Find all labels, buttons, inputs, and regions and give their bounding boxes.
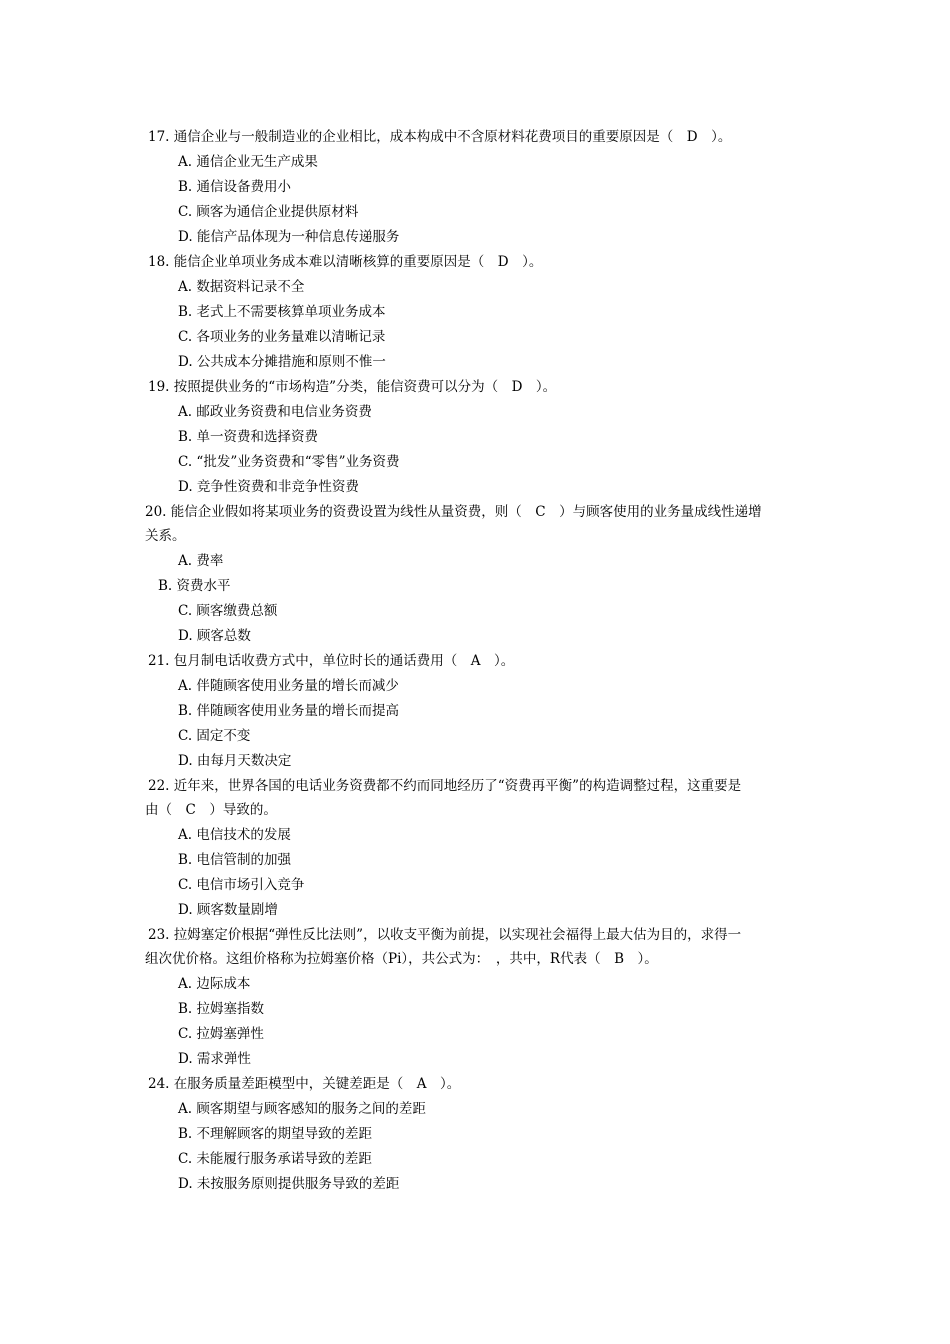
question-23-stem: 23. 拉姆塞定价根据“弹性反比法则”，以收支平衡为前提，以实现社会福得上最大估为目的，求得一 [148, 927, 742, 943]
question-17-stem: 17. 通信企业与一般制造业的企业相比，成本构成中不含原材料花费项目的重要原因是（ D ）。 [148, 129, 732, 145]
question-21-option-c: C. 固定不变 [178, 728, 251, 744]
question-24-option-d: D. 未按服务原则提供服务导致的差距 [178, 1176, 400, 1192]
question-24-option-b: B. 不理解顾客的期望导致的差距 [178, 1126, 373, 1142]
question-24-option-a: A. 顾客期望与顾客感知的服务之间的差距 [178, 1101, 426, 1117]
question-19-stem: 19. 按照提供业务的“市场构造”分类，能信资费可以分为（ D ）。 [148, 379, 557, 395]
question-22-option-c: C. 电信市场引入竞争 [178, 877, 305, 893]
question-23-option-b: B. 拉姆塞指数 [178, 1001, 265, 1017]
question-23-stem-continued: 组次优价格。这组价格称为拉姆塞价格（Pi），共公式为： ，共中，R代表（ B ）。 [145, 951, 658, 967]
question-20-option-d: D. 顾客总数 [178, 628, 251, 644]
question-23-option-c: C. 拉姆塞弹性 [178, 1026, 264, 1042]
question-18-option-a: A. 数据资料记录不全 [178, 279, 305, 295]
question-17-option-a: A. 通信企业无生产成果 [178, 154, 318, 170]
question-22-option-a: A. 电信技术的发展 [178, 827, 291, 843]
question-19-option-b: B. 单一资费和选择资费 [178, 429, 319, 445]
question-20-option-c: C. 顾客缴费总额 [178, 603, 278, 619]
question-22-option-b: B. 电信管制的加强 [178, 852, 292, 868]
question-20-stem: 20. 能信企业假如将某项业务的资费设置为线性从量资费，则（ C ）与顾客使用的业务量成线性递增 [145, 504, 762, 520]
question-24-option-c: C. 未能履行服务承诺导致的差距 [178, 1151, 372, 1167]
question-20-stem-continued: 关系。 [145, 528, 186, 544]
question-21-option-d: D. 由每月天数决定 [178, 753, 292, 769]
question-18-stem: 18. 能信企业单项业务成本难以清晰核算的重要原因是（ D ）。 [148, 254, 543, 270]
question-19-option-a: A. 邮政业务资费和电信业务资费 [178, 404, 372, 420]
question-18-option-b: B. 老式上不需要核算单项业务成本 [178, 304, 386, 320]
question-20-option-a: A. 费率 [178, 553, 224, 569]
question-22-stem-continued: 由（ C ）导致的。 [145, 802, 277, 818]
question-19-option-c: C. “批发”业务资费和“零售”业务资费 [178, 454, 400, 470]
question-18-option-c: C. 各项业务的业务量难以清晰记录 [178, 329, 386, 345]
question-20-option-b: B. 资费水平 [158, 578, 231, 594]
question-17-option-c: C. 顾客为通信企业提供原材料 [178, 204, 359, 220]
question-22-option-d: D. 顾客数量剧增 [178, 902, 278, 918]
question-21-option-a: A. 伴随顾客使用业务量的增长而减少 [178, 678, 399, 694]
question-18-option-d: D. 公共成本分摊措施和原则不惟一 [178, 354, 386, 370]
question-21-option-b: B. 伴随顾客使用业务量的增长而提高 [178, 703, 400, 719]
question-17-option-d: D. 能信产品体现为一种信息传递服务 [178, 229, 400, 245]
question-19-option-d: D. 竞争性资费和非竞争性资费 [178, 479, 359, 495]
question-23-option-d: D. 需求弹性 [178, 1051, 251, 1067]
question-17-option-b: B. 通信设备费用小 [178, 179, 292, 195]
question-21-stem: 21. 包月制电话收费方式中，单位时长的通话费用（ A ）。 [148, 653, 515, 669]
question-22-stem: 22. 近年来，世界各国的电话业务资费都不约而同地经历了“资费再平衡”的构造调整过程，这重要是 [148, 778, 742, 794]
question-24-stem: 24. 在服务质量差距模型中，关键差距是（ A ）。 [148, 1076, 461, 1092]
question-23-option-a: A. 边际成本 [178, 976, 251, 992]
